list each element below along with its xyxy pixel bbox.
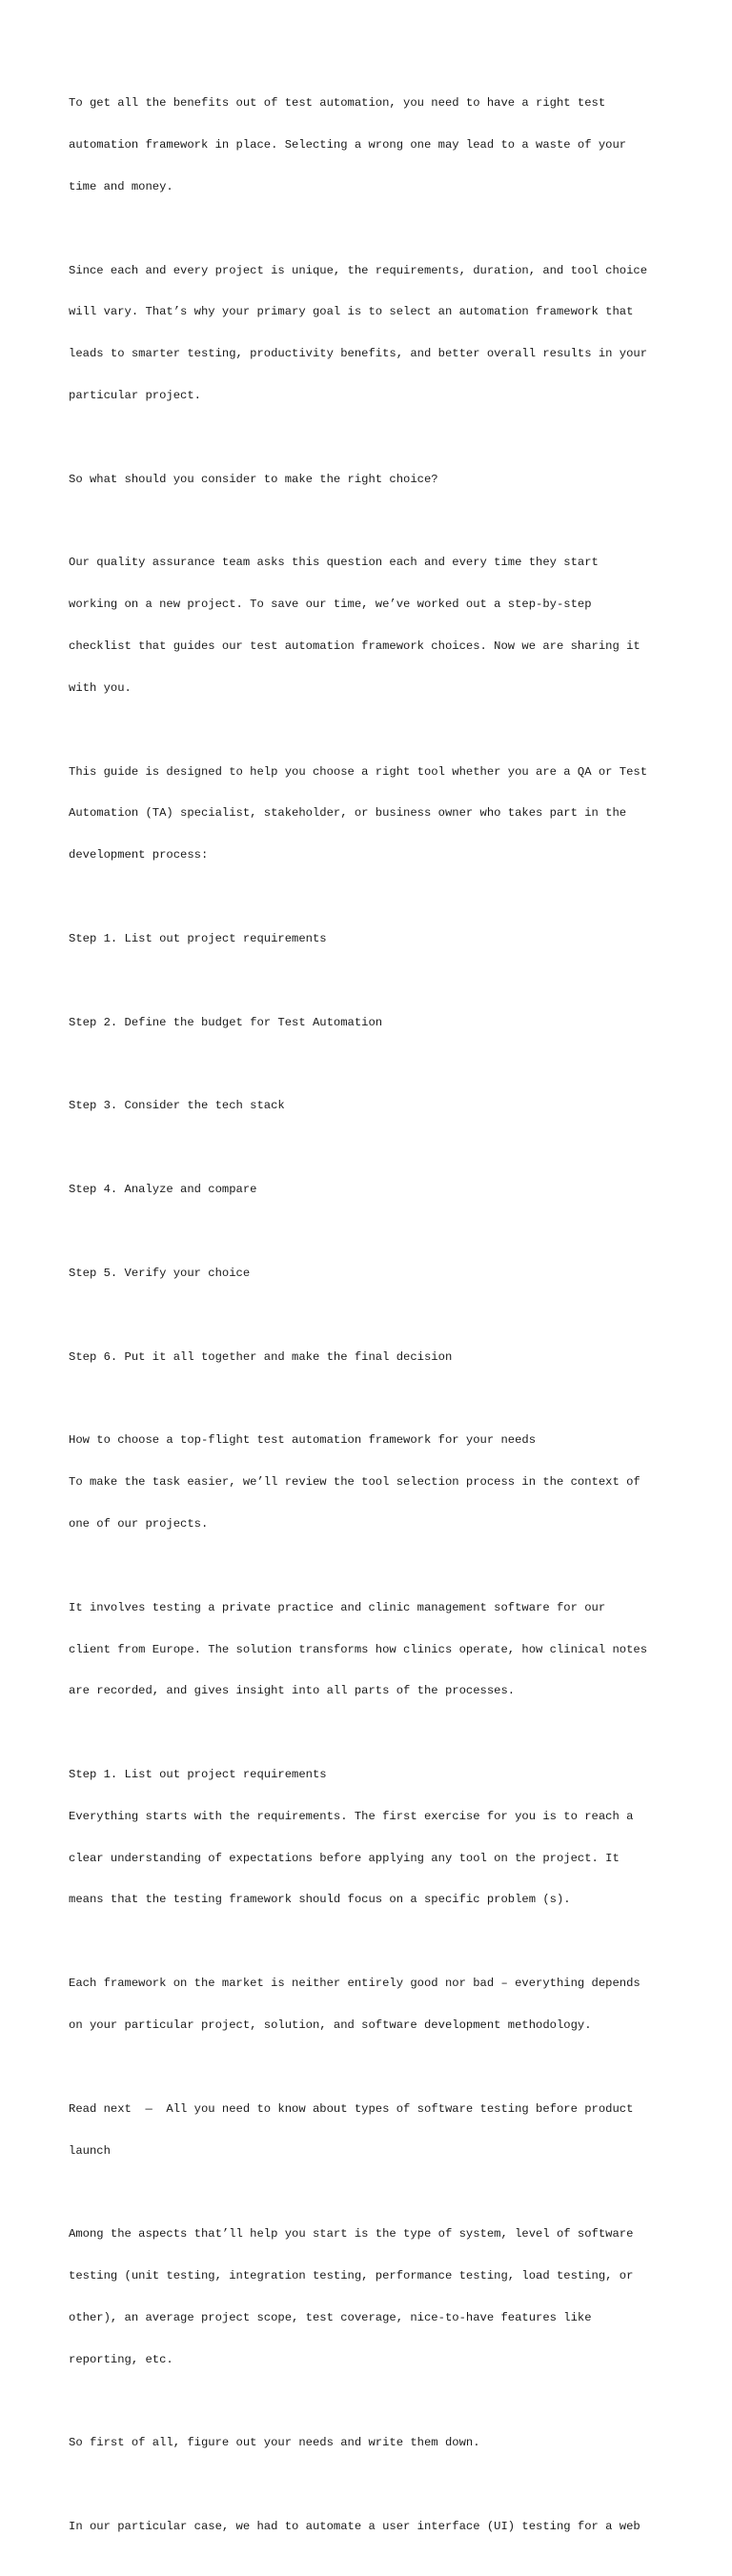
- paragraph-read-next: [69, 2075, 679, 2186]
- text-line: In our particular case, we had to automate a user interface (UI) testing for a web: [69, 2520, 640, 2534]
- paragraph-qa-team: [69, 528, 679, 722]
- text-line: To make the task easier, we’ll review the tool selection process in the context of: [69, 1475, 640, 1490]
- step-6-item: [69, 1322, 679, 1391]
- text-line: To get all the benefits out of test automation, you need to have a right test: [69, 96, 606, 111]
- text-line: So first of all, figure out your needs and write them down.: [69, 2436, 480, 2450]
- text-line: Since each and every project is unique, the requirements, duration, and tool choice: [69, 263, 648, 277]
- paragraph-each-framework: [69, 1949, 679, 2060]
- text-line: one of our projects.: [69, 1516, 209, 1531]
- paragraph-first-of-all: [69, 2408, 679, 2478]
- text-line: Step 3. Consider the tech stack: [69, 1099, 285, 1113]
- text-line: Each framework on the market is neither entirely good nor bad – everything depends: [69, 1977, 640, 1991]
- text-line: particular project.: [69, 388, 201, 402]
- text-line: This guide is designed to help you choose a right tool whether you are a QA or Test: [69, 764, 648, 779]
- step-5-item: [69, 1239, 679, 1308]
- paragraph-question: [69, 444, 679, 514]
- text-line: means that the testing framework should focus on a specific problem (s).: [69, 1893, 571, 1907]
- text-line: time and money.: [69, 179, 173, 193]
- text-line: Step 4. Analyze and compare: [69, 1183, 257, 1197]
- text-line: development process:: [69, 848, 209, 862]
- document-page: [69, 69, 679, 2576]
- text-line: It involves testing a private practice and clinic management software for our: [69, 1600, 606, 1614]
- text-line: Among the aspects that’ll help you start is the type of system, level of software: [69, 2227, 634, 2241]
- text-line: other), an average project scope, test coverage, nice-to-have features like: [69, 2310, 592, 2324]
- text-line: are recorded, and gives insight into all parts of the processes.: [69, 1684, 516, 1698]
- text-line: Step 5. Verify your choice: [69, 1266, 251, 1280]
- text-line: So what should you consider to make the right choice?: [69, 472, 438, 486]
- paragraph-intro: [69, 69, 679, 222]
- text-line: working on a new project. To save our time, we’ve worked out a step-by-step: [69, 598, 592, 612]
- step-1-item: [69, 904, 679, 974]
- step-2-item: [69, 987, 679, 1057]
- paragraph-step-1-details: [69, 1740, 679, 1935]
- text-line: Read next — All you need to know about types of software testing before product: [69, 2101, 634, 2116]
- text-line: with you.: [69, 680, 132, 695]
- text-line: Step 1. List out project requirements: [69, 931, 327, 945]
- text-line: Automation (TA) specialist, stakeholder, or business owner who takes part in the: [69, 806, 627, 821]
- text-line: Step 2. Define the budget for Test Automation: [69, 1015, 383, 1029]
- paragraph-our-case: [69, 2492, 679, 2562]
- text-line: will vary. That’s why your primary goal is to select an automation framework that: [69, 305, 634, 319]
- text-line: Our quality assurance team asks this question each and every time they start: [69, 556, 599, 570]
- section-heading: How to choose a top-flight test automation framework for your needs: [69, 1433, 537, 1448]
- text-line: Step 6. Put it all together and make the final decision: [69, 1349, 453, 1364]
- text-line: Everything starts with the requirements. The first exercise for you is to reach a: [69, 1809, 634, 1823]
- text-line: testing (unit testing, integration testing, performance testing, load testing, or: [69, 2269, 634, 2283]
- text-line: checklist that guides our test automation framework choices. Now we are sharing it: [69, 639, 640, 653]
- text-line: on your particular project, solution, and software development methodology.: [69, 2018, 592, 2032]
- paragraph-guide: [69, 737, 679, 890]
- paragraph-aspects: [69, 2200, 679, 2394]
- text-line: automation framework in place. Selecting a wrong one may lead to a waste of your: [69, 137, 627, 152]
- text-line: clear understanding of expectations before applying any tool on the project. It: [69, 1851, 620, 1865]
- paragraph-project-unique: [69, 235, 679, 430]
- paragraph-client: [69, 1573, 679, 1727]
- paragraph-how-to-choose: [69, 1406, 679, 1559]
- step-3-item: [69, 1071, 679, 1141]
- text-line: client from Europe. The solution transforms how clinics operate, how clinical notes: [69, 1642, 648, 1656]
- text-line: launch: [69, 2143, 111, 2158]
- section-heading: Step 1. List out project requirements: [69, 1768, 327, 1782]
- text-line: reporting, etc.: [69, 2352, 173, 2366]
- text-line: leads to smarter testing, productivity benefits, and better overall results in your: [69, 347, 648, 361]
- step-4-item: [69, 1155, 679, 1225]
